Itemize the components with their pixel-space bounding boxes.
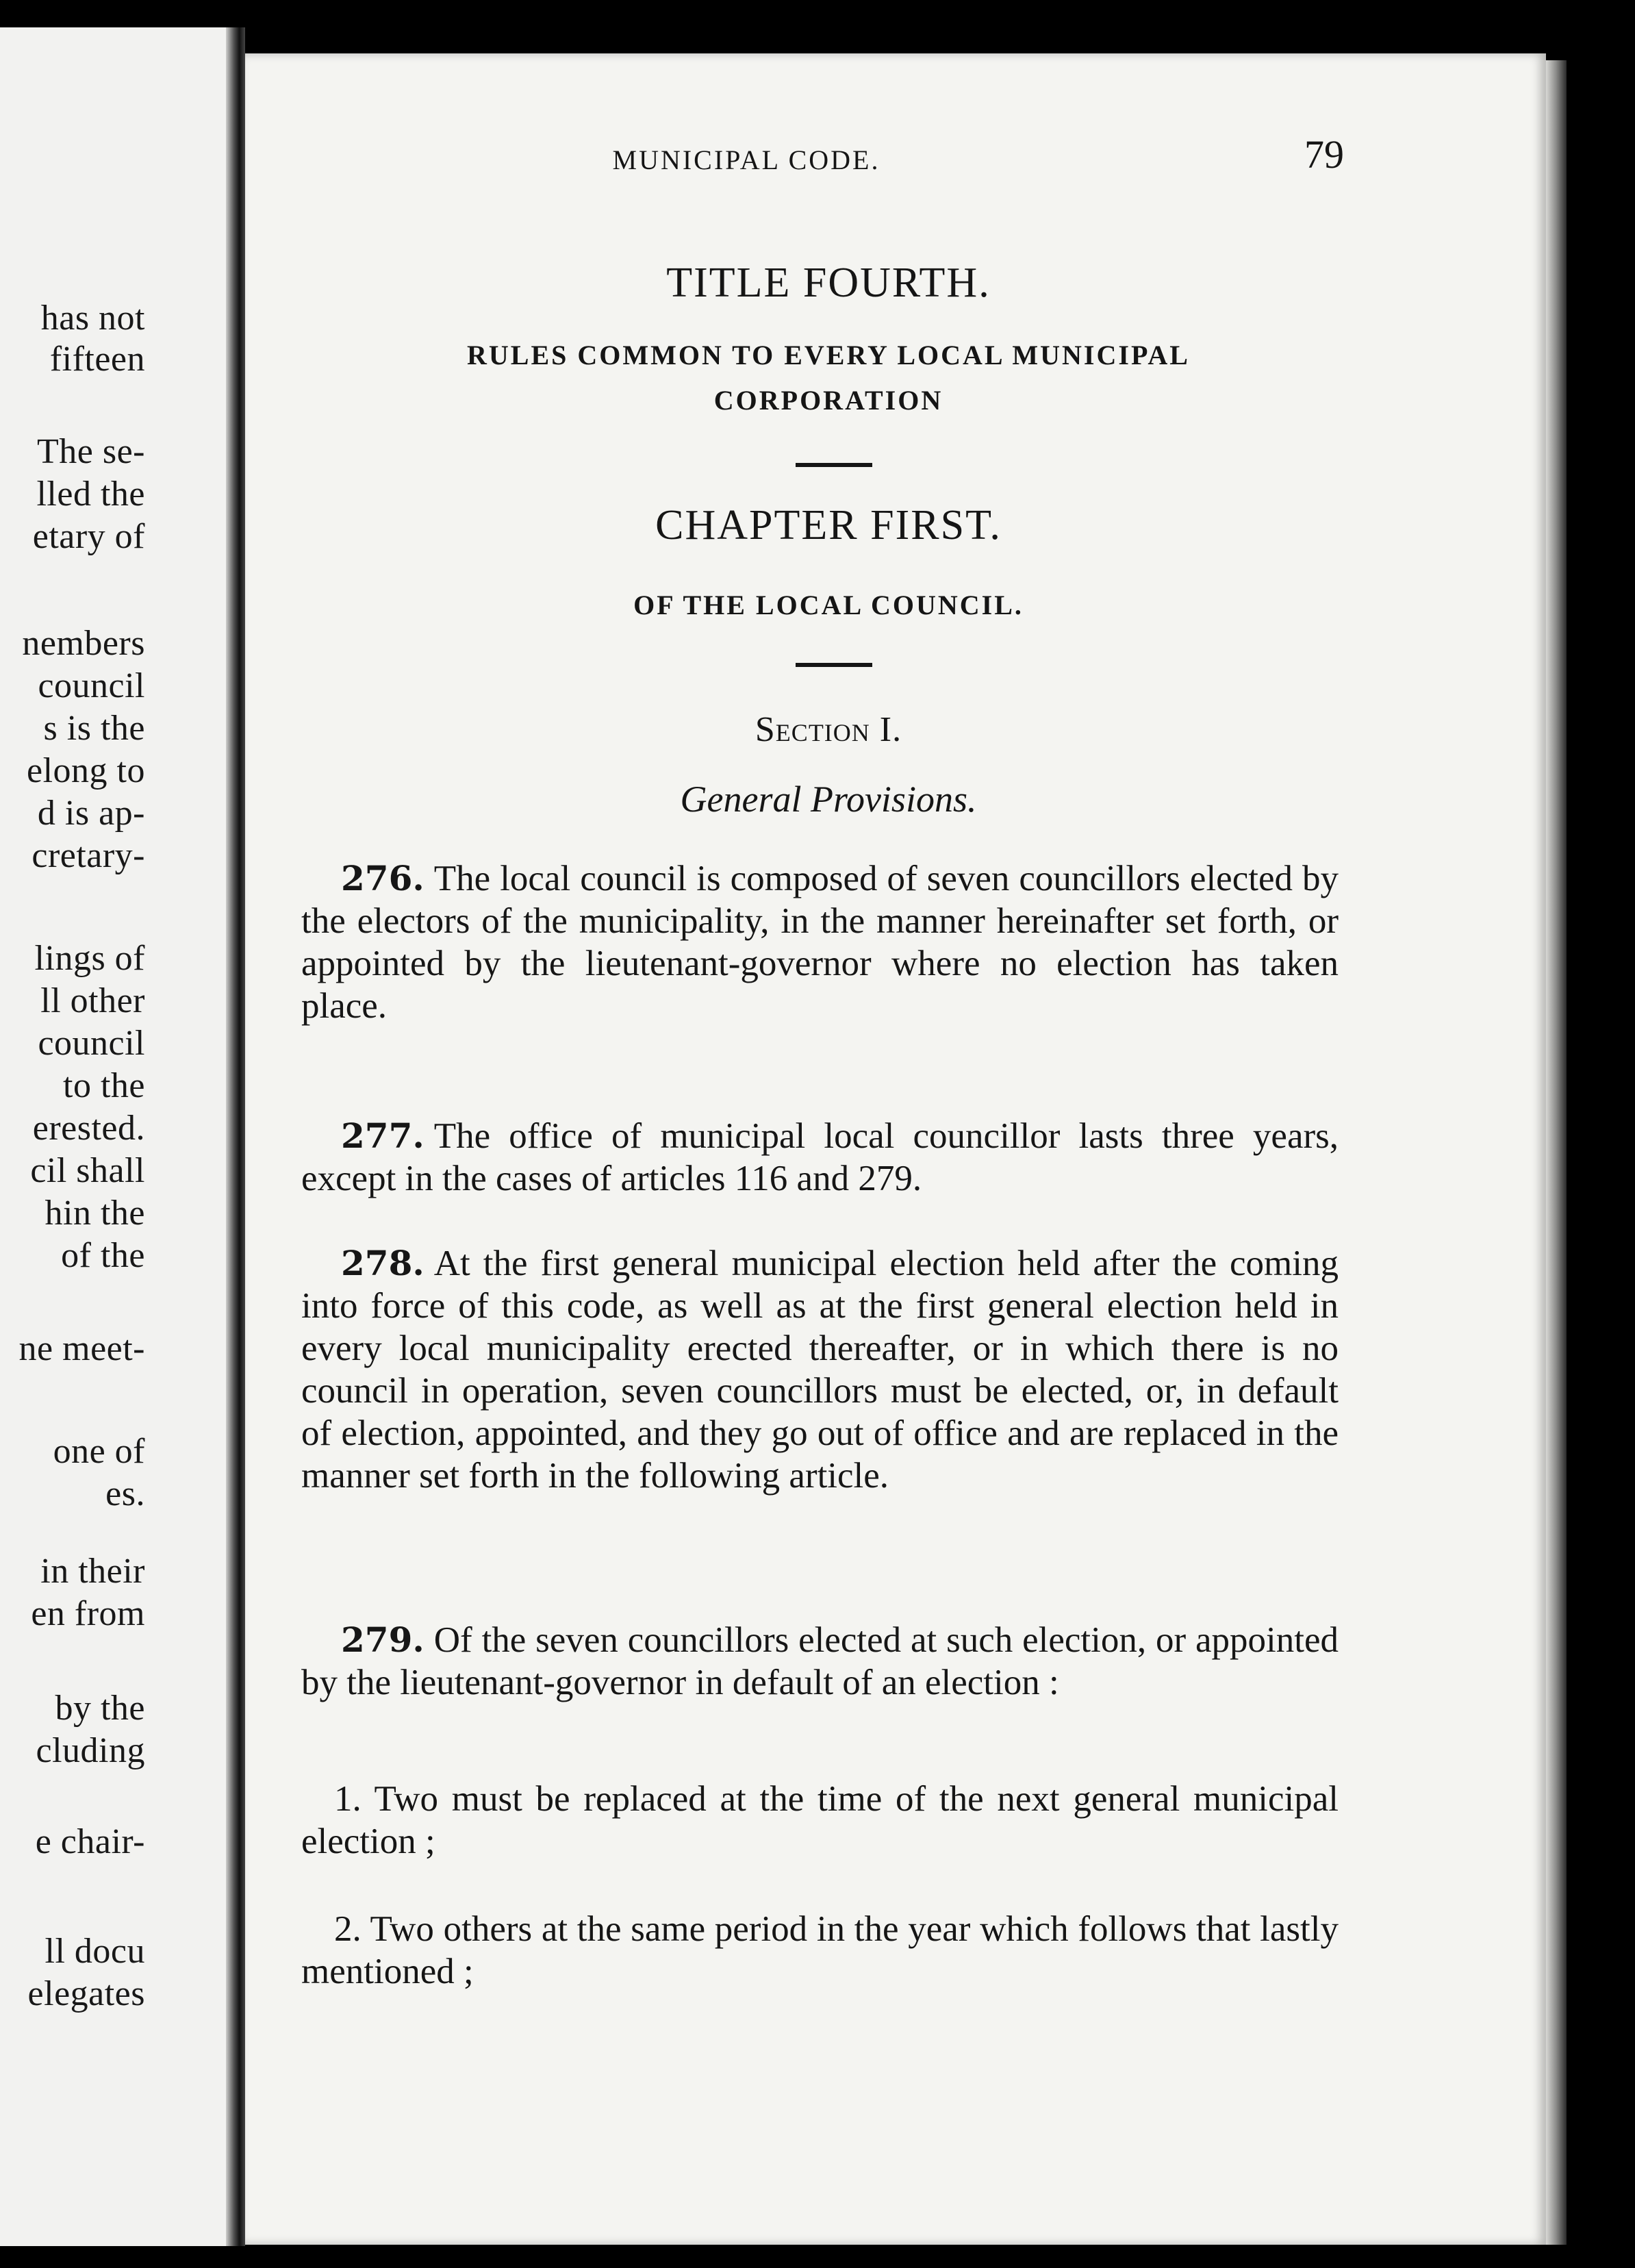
facing-page-line: fifteen — [49, 340, 145, 379]
facing-page-line: d is ap- — [37, 794, 145, 833]
title-subheading-line2: CORPORATION — [713, 385, 943, 416]
facing-page-left — [0, 27, 233, 2246]
facing-page-line: nembers — [22, 624, 145, 663]
facing-page-line: The se- — [37, 432, 145, 471]
book-gutter — [226, 27, 245, 2246]
facing-page-line: e chair- — [35, 1822, 145, 1861]
article-text: The local council is composed of seven councillors elected by the electors of the municipality, in the manner hereinafter set forth, or appointed by the lieutenant-governor where no election has taken place. — [301, 859, 1339, 1026]
facing-page-line: council — [38, 1024, 145, 1063]
facing-page-line: in their — [40, 1552, 145, 1591]
page-edge — [1546, 60, 1567, 2245]
article-paragraph — [301, 857, 1339, 1027]
divider-rule — [796, 663, 872, 667]
chapter-subheading: OF THE LOCAL COUNCIL. — [633, 590, 1024, 620]
facing-page-line: ne meet- — [18, 1329, 145, 1368]
article-number: 279. — [341, 1620, 424, 1660]
section-heading: Section I. — [755, 710, 902, 749]
article-number: 276. — [341, 858, 424, 898]
facing-page-line: one of — [53, 1432, 145, 1471]
article-paragraph — [301, 1619, 1339, 1704]
facing-page-line: has not — [40, 299, 145, 338]
facing-page-line: lled the — [36, 475, 145, 514]
facing-page-line: cil shall — [30, 1151, 145, 1190]
title-heading: TITLE FOURTH. — [666, 260, 991, 306]
article-text: Of the seven councillors elected at such election, or appointed by the lieutenant-governor in default of an election : — [301, 1620, 1339, 1702]
facing-page-line: lings of — [34, 939, 145, 978]
facing-page-line: by the — [55, 1689, 145, 1728]
facing-page-line: cretary- — [31, 836, 145, 875]
title-subheading — [383, 333, 1273, 423]
facing-page-line: en from — [31, 1594, 145, 1633]
facing-page-line: elong to — [27, 751, 145, 790]
title-subheading-line1: RULES COMMON TO EVERY LOCAL MUNICIPAL — [467, 340, 1190, 370]
chapter-heading: CHAPTER FIRST. — [655, 502, 1002, 549]
facing-page-line: etary of — [32, 517, 145, 556]
article-paragraph — [301, 1115, 1339, 1200]
list-item: 1. Two must be replaced at the time of the next general municipal election ; — [301, 1779, 1339, 1861]
section-subheading: General Provisions. — [680, 779, 977, 820]
facing-page-line: elegates — [27, 1974, 145, 2013]
running-head: MUNICIPAL CODE. — [612, 144, 880, 175]
article-paragraph — [301, 1242, 1339, 1497]
article-text: The office of municipal local councillor lasts three years, except in the cases of articles 116 and 279. — [301, 1116, 1339, 1198]
article-number: 278. — [341, 1243, 424, 1283]
facing-page-line: s is the — [43, 709, 145, 748]
facing-page-line: cluding — [36, 1731, 145, 1770]
facing-page-line: ll docu — [45, 1932, 145, 1971]
article-text: At the first general municipal election held after the coming into force of this code, as well as at the first general election held in every local municipality erected thereafter, or in which there is no council in operation, seven councillors must be elected, or, in default of election, appointed, and they go out of office and are replaced in the manner set forth in the following article. — [301, 1244, 1339, 1496]
facing-page-line: es. — [105, 1474, 145, 1513]
article-number: 277. — [341, 1116, 424, 1156]
facing-page-line: ll other — [40, 981, 145, 1020]
divider-rule — [796, 463, 872, 467]
facing-page-line: of the — [61, 1236, 145, 1275]
facing-page-line: hin the — [45, 1194, 145, 1233]
page-number: 79 — [1304, 132, 1344, 177]
facing-page-line: erested. — [32, 1109, 145, 1148]
facing-page-line: to the — [63, 1066, 145, 1105]
facing-page-line: council — [38, 666, 145, 705]
list-item: 2. Two others at the same period in the year which follows that lastly mentioned ; — [301, 1909, 1339, 1991]
